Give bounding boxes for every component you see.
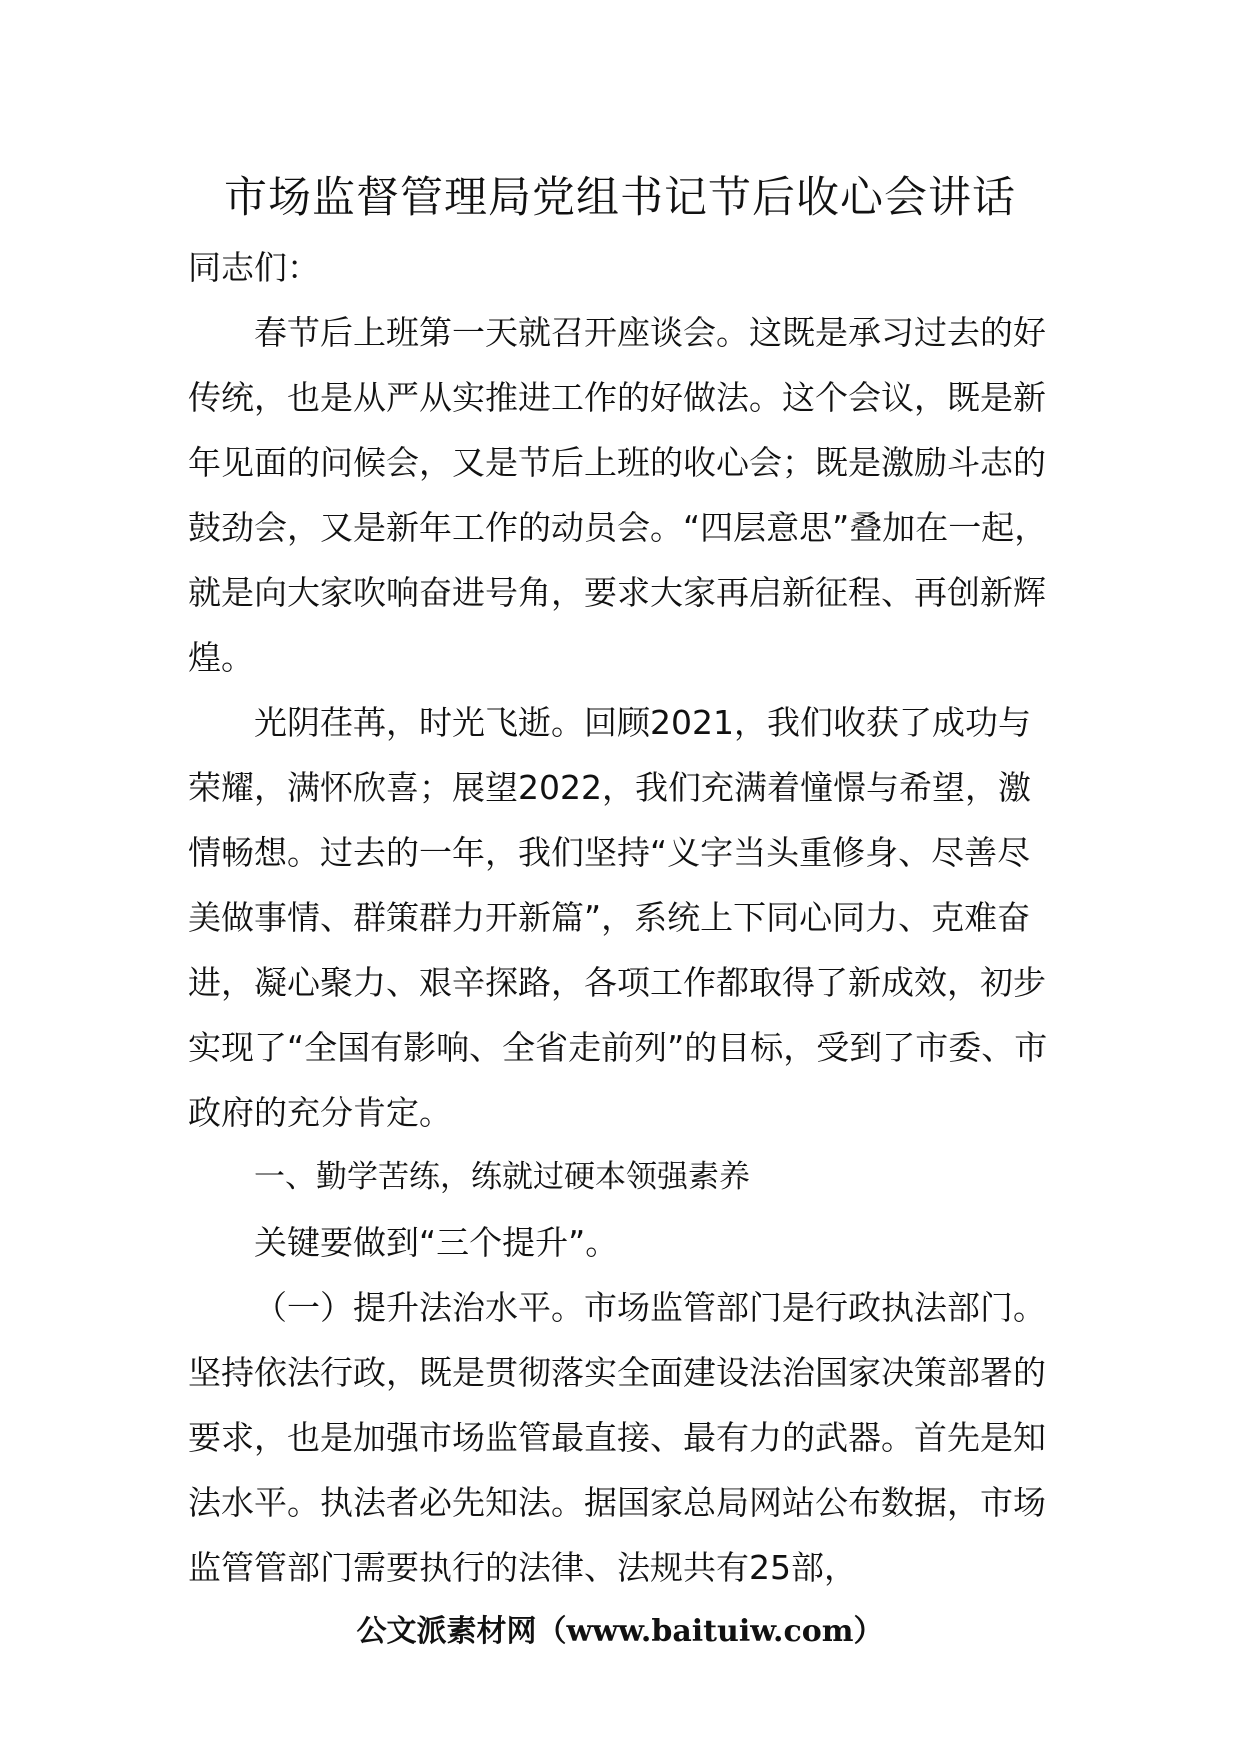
body-paragraph: （一）提升法治水平。市场监管部门是行政执法部门。坚持依法行政，既是贯彻落实全面建设法治国家决策部署的要求，也是加强市场监管最直接、最有力的武器。首先是知法水平。执法者必先知法。据国家总局网站公布数据，市场监管管部门需要执行的法律、法规共有25部， [188,1288,1046,1587]
body-paragraph: 春节后上班第一天就召开座谈会。这既是承习过去的好传统，也是从严从实推进工作的好做法。这个会议，既是新年见面的问候会，又是节后上班的收心会；既是激励斗志的鼓劲会，又是新年工作的动员会。“四层意思”叠加在一起，就是向大家吹响奋进号角，要求大家再启新征程、再创新辉煌。 [188,313,1048,677]
salutation: 同志们： [188,248,320,287]
section-intro: 关键要做到“三个提升”。 [254,1223,619,1262]
footer-watermark: 公文派素材网（www.baituiw.com） [356,1614,884,1649]
document-body [188,235,1058,1600]
section-heading: 一、勤学苦练，练就过硬本领强素养 [254,1159,750,1195]
body-paragraph: 光阴荏苒，时光飞逝。回顾2021，我们收获了成功与荣耀，满怀欣喜；展望2022，我们充满着憧憬与希望，激情畅想。过去的一年，我们坚持“义字当头重修身、尽善尽美做事情、群策群力开新篇”，系统上下同心同力、克难奋进，凝心聚力、艰辛探路，各项工作都取得了新成效，初步实现了“全国有影响、全省走前列”的目标，受到了市委、市政府的充分肯定。 [188,703,1048,1132]
document-title: 市场监督管理局党组书记节后收心会讲话 [224,173,1016,223]
